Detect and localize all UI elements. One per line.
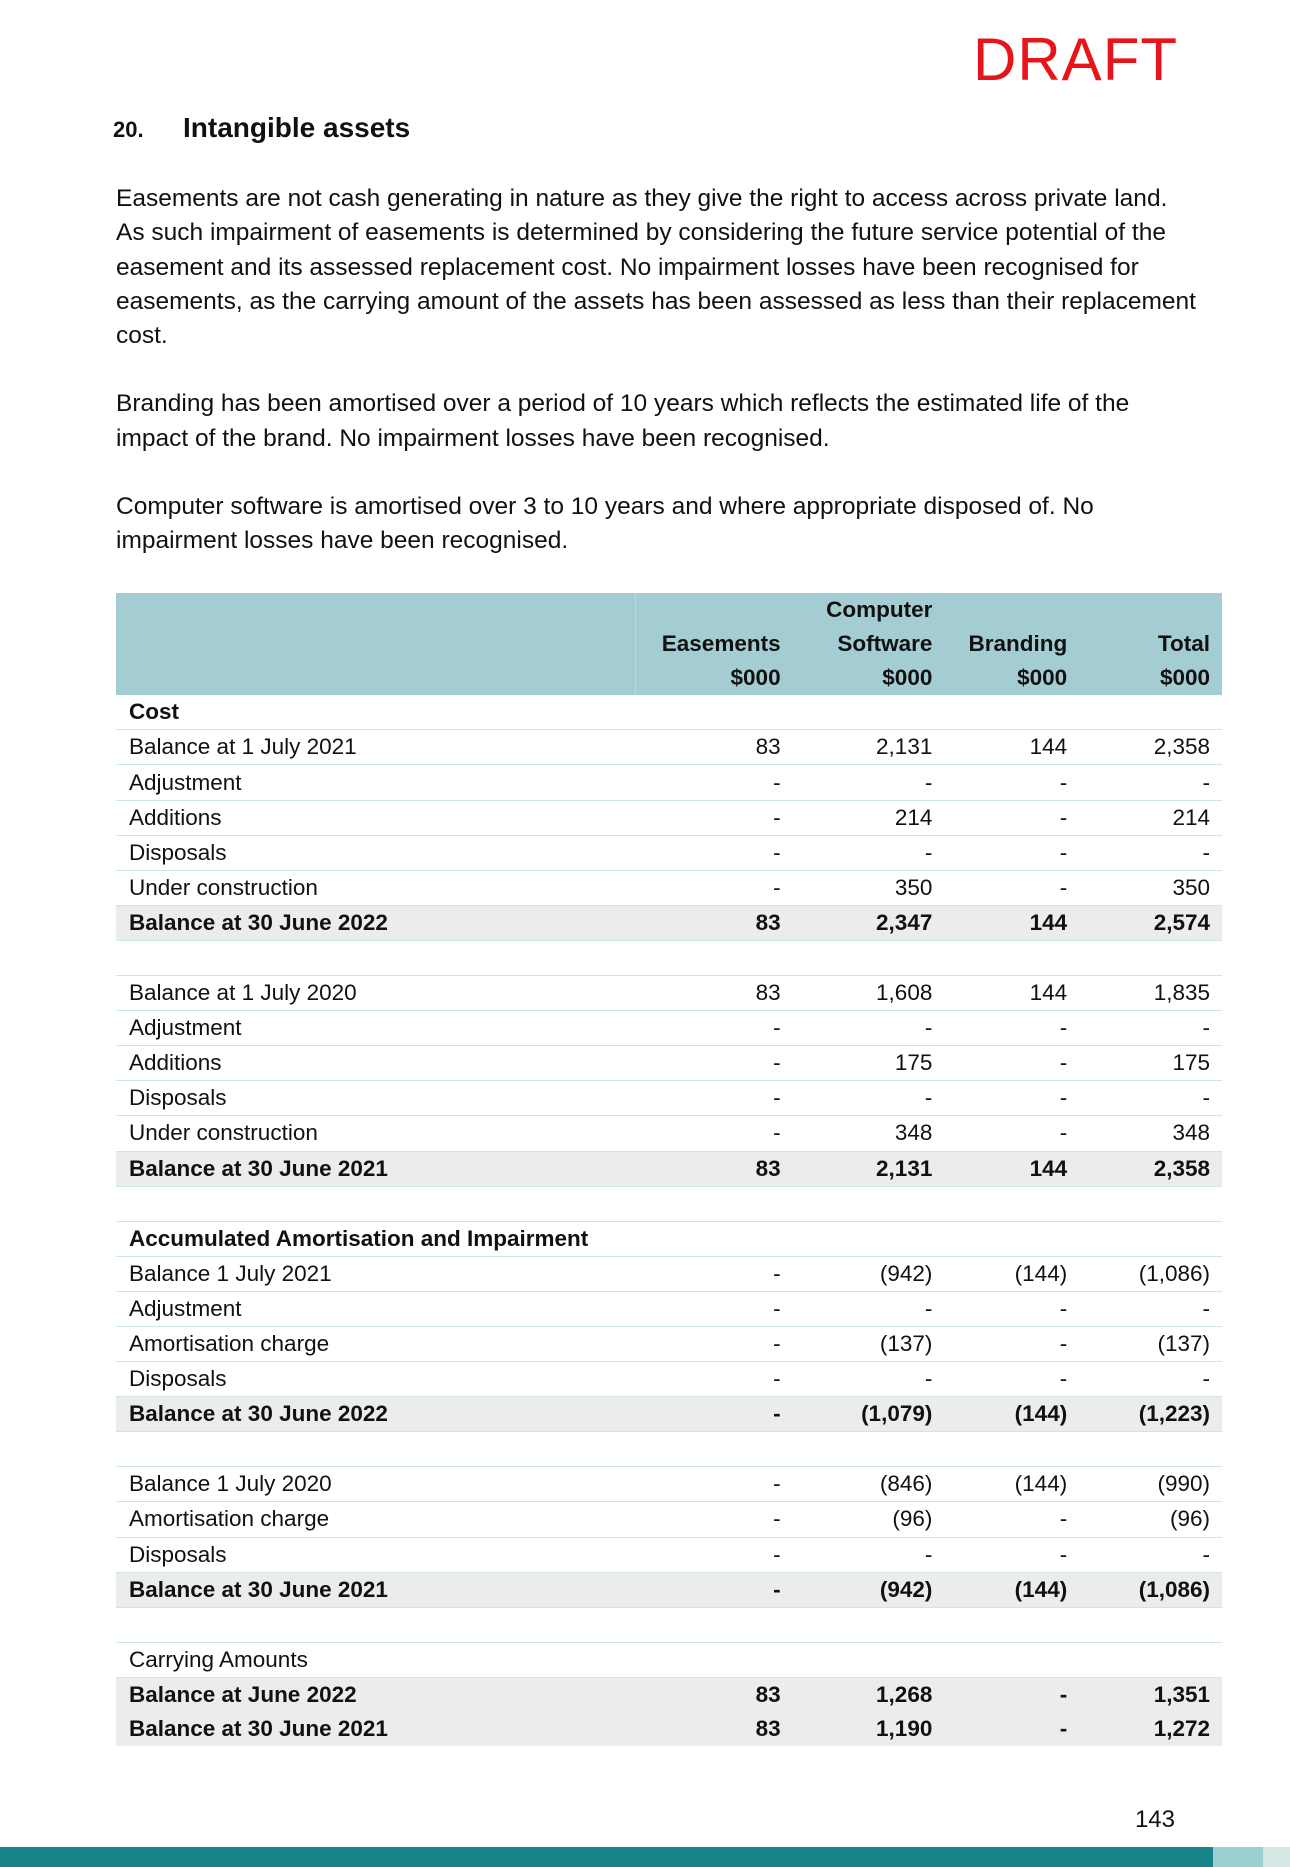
row-label: Under construction — [116, 1116, 635, 1151]
table-row — [116, 1256, 1222, 1291]
value-cell — [932, 1642, 1067, 1677]
paragraph-software: Computer software is amortised over 3 to 10 years and where appropriate disposed of. No impairment losses have been recognised. — [116, 493, 1094, 555]
draft-watermark: DRAFT — [973, 26, 1178, 93]
value-cell — [781, 1642, 933, 1677]
value-cell: - — [635, 1081, 780, 1116]
table-row — [116, 695, 1222, 730]
value-cell: - — [635, 1362, 780, 1397]
header-unit: $000 — [635, 661, 780, 695]
row-label: Amortisation charge — [116, 1326, 635, 1361]
row-label: Amortisation charge — [116, 1502, 635, 1537]
row-label: Under construction — [116, 870, 635, 905]
value-cell: 350 — [781, 870, 933, 905]
value-cell — [1067, 1642, 1222, 1677]
table-row — [116, 1362, 1222, 1397]
table-row — [116, 976, 1222, 1011]
value-cell: (96) — [1067, 1502, 1222, 1537]
value-cell — [1067, 695, 1222, 730]
table-row — [116, 1397, 1222, 1432]
header-cell — [116, 661, 635, 695]
section-number: 20. — [113, 117, 144, 142]
table-row — [116, 1221, 1222, 1256]
row-label: Accumulated Amortisation and Impairment — [116, 1221, 635, 1256]
header-row-mid — [116, 627, 1222, 661]
header-branding: Branding — [932, 627, 1067, 661]
footer-bar-accent — [1213, 1847, 1263, 1867]
value-cell: - — [932, 765, 1067, 800]
value-cell — [1067, 1607, 1222, 1642]
table-row — [116, 800, 1222, 835]
value-cell: 2,574 — [1067, 905, 1222, 940]
value-cell: - — [1067, 1537, 1222, 1572]
section-heading — [113, 112, 410, 144]
value-cell — [1067, 1221, 1222, 1256]
intangible-assets-table — [116, 593, 1222, 1746]
row-label: Balance at 1 July 2020 — [116, 976, 635, 1011]
value-cell: - — [781, 1081, 933, 1116]
value-cell: 1,268 — [781, 1677, 933, 1712]
row-label: Balance at 30 June 2021 — [116, 1712, 635, 1746]
table-row — [116, 1011, 1222, 1046]
table-row — [116, 1502, 1222, 1537]
value-cell: (1,079) — [781, 1397, 933, 1432]
row-label: Balance 1 July 2021 — [116, 1256, 635, 1291]
value-cell: 83 — [635, 1151, 780, 1186]
table-row — [116, 905, 1222, 940]
header-row-top — [116, 593, 1222, 627]
value-cell: 83 — [635, 1712, 780, 1746]
value-cell: - — [635, 765, 780, 800]
value-cell: - — [635, 870, 780, 905]
value-cell: - — [781, 1537, 933, 1572]
table-row — [116, 765, 1222, 800]
value-cell — [1067, 1432, 1222, 1467]
value-cell: (144) — [932, 1467, 1067, 1502]
header-total: Total — [1067, 627, 1222, 661]
table-row — [116, 1467, 1222, 1502]
value-cell: 175 — [781, 1046, 933, 1081]
value-cell: 1,272 — [1067, 1712, 1222, 1746]
value-cell: - — [932, 1362, 1067, 1397]
value-cell — [1067, 940, 1222, 975]
header-row-unit — [116, 661, 1222, 695]
table-row — [116, 1642, 1222, 1677]
value-cell: 348 — [781, 1116, 933, 1151]
value-cell: (96) — [781, 1502, 933, 1537]
value-cell: 350 — [1067, 870, 1222, 905]
value-cell: - — [932, 870, 1067, 905]
value-cell: - — [932, 1326, 1067, 1361]
value-cell — [635, 1432, 780, 1467]
row-label: Balance at 30 June 2021 — [116, 1572, 635, 1607]
value-cell: 2,358 — [1067, 730, 1222, 765]
value-cell: 144 — [932, 730, 1067, 765]
value-cell: 348 — [1067, 1116, 1222, 1151]
value-cell: - — [932, 1502, 1067, 1537]
value-cell: 2,131 — [781, 730, 933, 765]
value-cell: 144 — [932, 905, 1067, 940]
value-cell: 83 — [635, 976, 780, 1011]
row-label: Adjustment — [116, 765, 635, 800]
table-row — [116, 870, 1222, 905]
value-cell: - — [635, 835, 780, 870]
value-cell — [781, 940, 933, 975]
value-cell: (942) — [781, 1572, 933, 1607]
row-label: Balance at June 2022 — [116, 1677, 635, 1712]
value-cell: - — [932, 1712, 1067, 1746]
row-label — [116, 1607, 635, 1642]
value-cell — [932, 940, 1067, 975]
value-cell: - — [635, 1256, 780, 1291]
table-row — [116, 1572, 1222, 1607]
value-cell: (1,086) — [1067, 1572, 1222, 1607]
value-cell — [635, 695, 780, 730]
row-label: Cost — [116, 695, 635, 730]
header-unit: $000 — [781, 661, 933, 695]
value-cell: - — [932, 1537, 1067, 1572]
row-label: Disposals — [116, 1362, 635, 1397]
value-cell: - — [1067, 765, 1222, 800]
value-cell: - — [1067, 1011, 1222, 1046]
value-cell: 2,131 — [781, 1151, 933, 1186]
value-cell — [932, 1186, 1067, 1221]
value-cell: 214 — [781, 800, 933, 835]
header-cell — [932, 593, 1067, 627]
row-label: Balance at 30 June 2022 — [116, 905, 635, 940]
value-cell — [932, 1432, 1067, 1467]
row-label: Additions — [116, 800, 635, 835]
value-cell: 144 — [932, 976, 1067, 1011]
value-cell: 2,347 — [781, 905, 933, 940]
value-cell: 83 — [635, 1677, 780, 1712]
value-cell: - — [932, 1011, 1067, 1046]
row-label: Balance at 30 June 2021 — [116, 1151, 635, 1186]
table-row — [116, 1151, 1222, 1186]
row-label: Adjustment — [116, 1011, 635, 1046]
value-cell: 2,358 — [1067, 1151, 1222, 1186]
row-label: Disposals — [116, 1537, 635, 1572]
row-label: Balance at 1 July 2021 — [116, 730, 635, 765]
table-row — [116, 835, 1222, 870]
header-cell: Computer — [781, 593, 933, 627]
value-cell: 1,608 — [781, 976, 933, 1011]
value-cell: - — [932, 1116, 1067, 1151]
value-cell: (1,223) — [1067, 1397, 1222, 1432]
table-row — [116, 1712, 1222, 1746]
header-unit: $000 — [1067, 661, 1222, 695]
value-cell — [1067, 1186, 1222, 1221]
row-label: Disposals — [116, 835, 635, 870]
value-cell: 83 — [635, 730, 780, 765]
table-body — [116, 695, 1222, 1746]
header-cell — [116, 627, 635, 661]
header-unit: $000 — [932, 661, 1067, 695]
row-label: Additions — [116, 1046, 635, 1081]
value-cell: 1,190 — [781, 1712, 933, 1746]
value-cell: - — [635, 1537, 780, 1572]
value-cell — [932, 1607, 1067, 1642]
value-cell — [635, 1642, 780, 1677]
value-cell: - — [635, 1046, 780, 1081]
value-cell: - — [781, 765, 933, 800]
row-label — [116, 940, 635, 975]
value-cell: - — [781, 1011, 933, 1046]
value-cell: (137) — [1067, 1326, 1222, 1361]
header-software: Software — [781, 627, 933, 661]
row-label: Disposals — [116, 1081, 635, 1116]
value-cell: - — [932, 1081, 1067, 1116]
value-cell: 83 — [635, 905, 780, 940]
table-row — [116, 1046, 1222, 1081]
value-cell: (990) — [1067, 1467, 1222, 1502]
row-label: Adjustment — [116, 1291, 635, 1326]
value-cell: - — [635, 1326, 780, 1361]
row-label: Balance 1 July 2020 — [116, 1467, 635, 1502]
header-easements: Easements — [635, 627, 780, 661]
value-cell: 214 — [1067, 800, 1222, 835]
value-cell: - — [635, 1502, 780, 1537]
value-cell: 1,835 — [1067, 976, 1222, 1011]
value-cell — [781, 1221, 933, 1256]
value-cell — [781, 695, 933, 730]
value-cell — [781, 1607, 933, 1642]
table-row — [116, 1677, 1222, 1712]
value-cell: (144) — [932, 1256, 1067, 1291]
footer-bar-accent-light — [1263, 1847, 1290, 1867]
value-cell: - — [932, 1677, 1067, 1712]
footer-bar — [0, 1847, 1213, 1867]
value-cell — [635, 940, 780, 975]
spacer-row — [116, 940, 1222, 975]
table-header — [116, 593, 1222, 695]
spacer-row — [116, 1186, 1222, 1221]
value-cell: (144) — [932, 1572, 1067, 1607]
value-cell: - — [1067, 1291, 1222, 1326]
value-cell: - — [635, 1467, 780, 1502]
value-cell: 175 — [1067, 1046, 1222, 1081]
spacer-row — [116, 1432, 1222, 1467]
section-title: Intangible assets — [183, 112, 411, 143]
paragraph-branding: Branding has been amortised over a period of 10 years which reflects the estimated life of the impact of the brand. No impairment losses have been recognised. — [116, 390, 1130, 452]
header-cell — [635, 593, 780, 627]
value-cell: - — [932, 835, 1067, 870]
table-row — [116, 1116, 1222, 1151]
value-cell: (1,086) — [1067, 1256, 1222, 1291]
value-cell — [781, 1432, 933, 1467]
value-cell: - — [932, 1291, 1067, 1326]
value-cell: - — [932, 1046, 1067, 1081]
value-cell: - — [1067, 835, 1222, 870]
table-row — [116, 1537, 1222, 1572]
value-cell: 1,351 — [1067, 1677, 1222, 1712]
value-cell: - — [635, 800, 780, 835]
value-cell: - — [781, 1362, 933, 1397]
table-row — [116, 730, 1222, 765]
row-label — [116, 1432, 635, 1467]
value-cell: - — [932, 800, 1067, 835]
value-cell — [635, 1221, 780, 1256]
value-cell: (137) — [781, 1326, 933, 1361]
header-cell — [116, 593, 635, 627]
spacer-row — [116, 1607, 1222, 1642]
value-cell: (144) — [932, 1397, 1067, 1432]
page-number: 143 — [1134, 1806, 1175, 1833]
value-cell — [635, 1186, 780, 1221]
value-cell: - — [635, 1011, 780, 1046]
value-cell: 144 — [932, 1151, 1067, 1186]
value-cell: (942) — [781, 1256, 933, 1291]
paragraph-easements: Easements are not cash generating in nature as they give the right to access across private land. As such impairment of easements is determined by considering the future service potential of the easement and its assessed replacement cost. No impairment losses have been recognised for easements, as the carrying amount of the assets has been assessed as less than their replacement cost. — [116, 185, 1196, 350]
value-cell: - — [635, 1397, 780, 1432]
row-label: Balance at 30 June 2022 — [116, 1397, 635, 1432]
value-cell: - — [635, 1572, 780, 1607]
header-cell — [1067, 593, 1222, 627]
table-row — [116, 1326, 1222, 1361]
value-cell: - — [781, 835, 933, 870]
value-cell: - — [1067, 1081, 1222, 1116]
value-cell — [635, 1607, 780, 1642]
table-row — [116, 1291, 1222, 1326]
value-cell: - — [1067, 1362, 1222, 1397]
value-cell: - — [635, 1116, 780, 1151]
body-text — [116, 182, 1196, 593]
value-cell: - — [635, 1291, 780, 1326]
row-label — [116, 1186, 635, 1221]
row-label: Carrying Amounts — [116, 1642, 635, 1677]
value-cell — [781, 1186, 933, 1221]
value-cell — [932, 1221, 1067, 1256]
value-cell: (846) — [781, 1467, 933, 1502]
value-cell — [932, 695, 1067, 730]
value-cell: - — [781, 1291, 933, 1326]
table-row — [116, 1081, 1222, 1116]
